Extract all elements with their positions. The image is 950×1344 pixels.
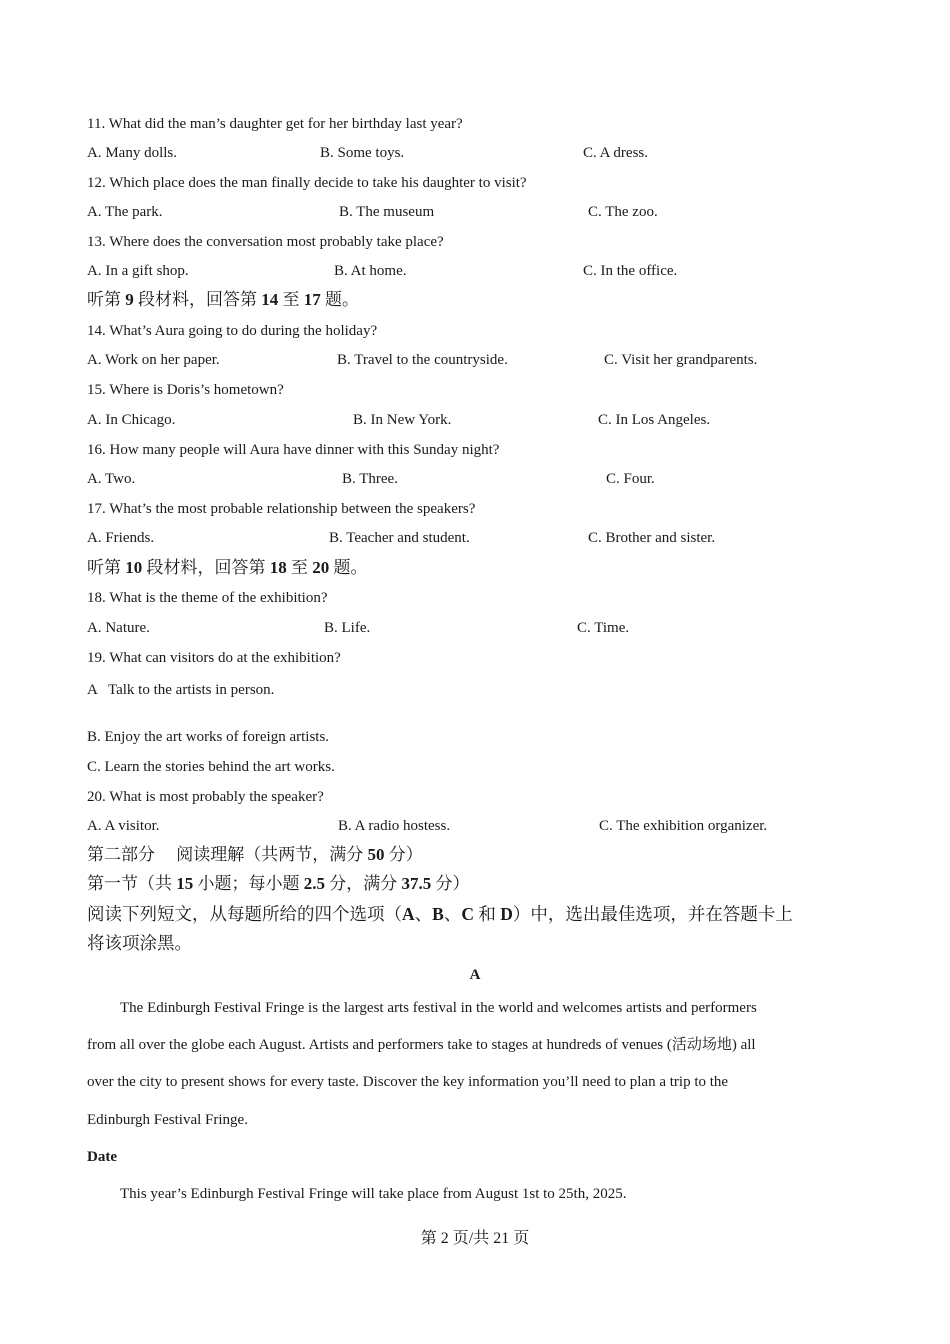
question-12-stem: 12. Which place does the man finally decide to take his daughter to visit? [87, 175, 527, 191]
question-11-stem: 11. What did the man’s daughter get for her birthday last year? [87, 116, 463, 132]
question-11-option-c: C. A dress. [583, 145, 649, 161]
question-13-option-b: B. At home. [334, 263, 407, 279]
question-16-option-b: B. Three. [342, 471, 398, 487]
section-one-heading: 第一节（共 15 小题；每小题 2.5 分，满分 37.5 分） [87, 874, 470, 893]
question-20-option-b: B. A radio hostess. [338, 818, 451, 834]
question-20-option-c: C. The exhibition organizer. [599, 818, 768, 834]
question-18-option-a: A. Nature. [87, 620, 150, 636]
question-17-stem: 17. What’s the most probable relationship between the speakers? [87, 501, 476, 517]
passage-line: The Edinburgh Festival Fringe is the largest arts festival in the world and welcomes artists and performers [120, 1000, 757, 1016]
passage-line: over the city to present shows for every taste. Discover the key information you’ll need to plan a trip to the [87, 1074, 729, 1090]
question-12-option-c: C. The zoo. [588, 204, 658, 220]
reading-instructions: 阅读下列短文，从每题所给的四个选项（A、B、C 和 D）中，选出最佳选项，并在答题卡上 [87, 904, 793, 924]
question-18-option-b: B. Life. [324, 620, 371, 636]
question-17-option-b: B. Teacher and student. [329, 530, 470, 546]
question-14-option-b: B. Travel to the countryside. [337, 352, 508, 368]
reading-instructions-line-2: 将该项涂黑。 [87, 933, 192, 953]
question-18-option-c: C. Time. [577, 620, 630, 636]
question-15-option-c: C. In Los Angeles. [598, 412, 711, 428]
question-14-option-a: A. Work on her paper. [87, 352, 220, 368]
passage-line: from all over the globe each August. Artists and performers take to stages at hundreds of venues (活动场地) all [87, 1037, 756, 1053]
listening-section-10-heading: 听第 10 段材料，回答第 18 至 20 题。 [87, 558, 368, 577]
question-15-option-a: A. In Chicago. [87, 412, 176, 428]
question-15-stem: 15. Where is Doris’s hometown? [87, 382, 284, 398]
question-11-option-a: A. Many dolls. [87, 145, 177, 161]
question-11-option-b: B. Some toys. [320, 145, 405, 161]
passage-line: Edinburgh Festival Fringe. [87, 1112, 248, 1128]
part-two-heading: 第二部分 阅读理解（共两节，满分 50 分） [87, 845, 423, 864]
question-18-stem: 18. What is the theme of the exhibition? [87, 590, 328, 606]
question-13-option-c: C. In the office. [583, 263, 678, 279]
question-20-option-a: A. A visitor. [87, 818, 160, 834]
question-14-option-c: C. Visit her grandparents. [604, 352, 758, 368]
passage-heading: A [469, 967, 481, 983]
page-footer: 第 2 页/共 21 页 [420, 1230, 530, 1247]
question-16-option-c: C. Four. [606, 471, 655, 487]
question-14-stem: 14. What’s Aura going to do during the holiday? [87, 323, 378, 339]
question-20-stem: 20. What is most probably the speaker? [87, 789, 324, 805]
listening-section-9-heading: 听第 9 段材料，回答第 14 至 17 题。 [87, 290, 359, 309]
question-13-stem: 13. Where does the conversation most probably take place? [87, 234, 444, 250]
question-13-option-a: A. In a gift shop. [87, 263, 189, 279]
date-text: This year’s Edinburgh Festival Fringe will take place from August 1st to 25th, 2025. [120, 1186, 627, 1202]
question-19-stem: 19. What can visitors do at the exhibition? [87, 650, 341, 666]
question-19-option-c: C. Learn the stories behind the art works. [87, 759, 335, 775]
question-19-option-b: B. Enjoy the art works of foreign artists. [87, 729, 330, 745]
question-12-option-b: B. The museum [339, 204, 435, 220]
question-19-option-a: A Talk to the artists in person. [87, 682, 275, 698]
question-12-option-a: A. The park. [87, 204, 163, 220]
date-subheading: Date [87, 1149, 117, 1165]
question-17-option-c: C. Brother and sister. [588, 530, 716, 546]
question-16-stem: 16. How many people will Aura have dinner with this Sunday night? [87, 442, 500, 458]
question-17-option-a: A. Friends. [87, 530, 155, 546]
question-15-option-b: B. In New York. [353, 412, 452, 428]
question-16-option-a: A. Two. [87, 471, 136, 487]
